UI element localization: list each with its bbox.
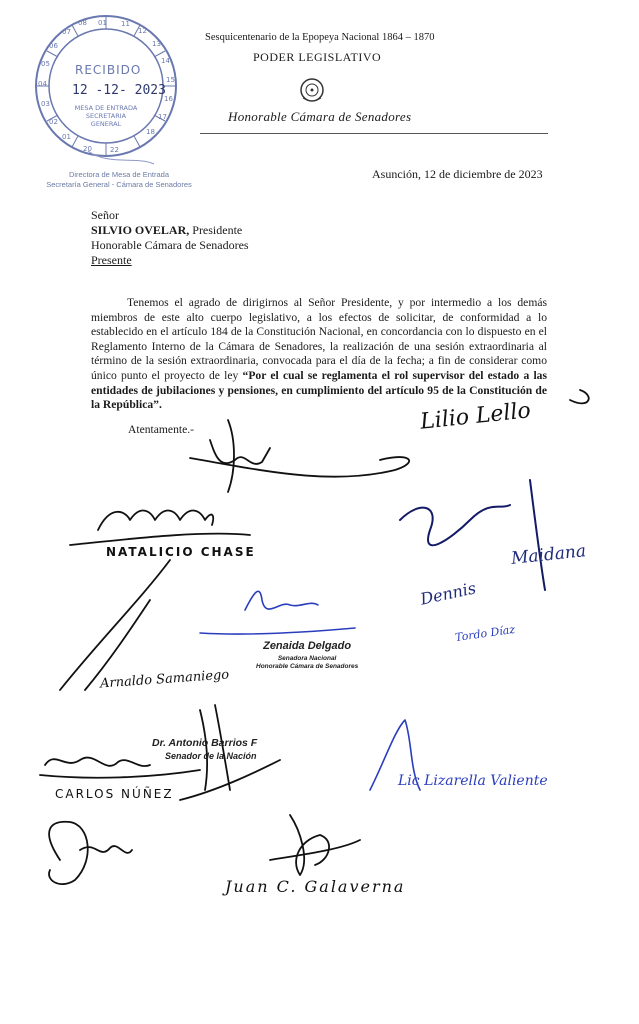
body-text-end: .	[158, 398, 162, 412]
signature-lello-name: Lilio Lello	[418, 398, 532, 435]
svg-text:22: 22	[110, 146, 119, 154]
signature-samaniego-name: Arnaldo Samaniego	[99, 667, 230, 692]
stamp-word: RECIBIDO	[75, 63, 142, 77]
signature-natalicio-name: NATALICIO CHASE	[106, 545, 256, 559]
svg-text:08: 08	[78, 19, 87, 27]
svg-text:02: 02	[49, 118, 58, 126]
svg-text:11: 11	[121, 20, 130, 28]
addressee-present: Presente	[91, 253, 132, 267]
signature-nunez-icon	[45, 758, 150, 766]
reception-stamp-icon	[28, 6, 188, 176]
addressee-block	[91, 208, 249, 268]
svg-text:04: 04	[38, 80, 47, 88]
signature-zenaida-icon	[245, 591, 318, 610]
signature-scribble-icon	[210, 440, 270, 464]
stamp-caption-line1: Directora de Mesa de Entrada	[68, 170, 170, 179]
stamp-caption-line2: Secretaría General - Cámara de Senadores	[46, 180, 192, 189]
body-text-plain: Tenemos el agrado de dirigirnos al Señor Presidente, y por intermedio a los demás miembros de este alto cuerpo legislativo, a los efectos de solicitar, de conformidad a lo establecido en el artículo 184 de la Constitución Nacional, en concordancia con lo dispuesto en el Reglamento Interno de la Cámara de Senadores, la realización de una sesión extraordinaria al término de la sesión extraordinaria, convocada para el día de la fecha; a fin de considerar como único punto el proyecto de ley	[91, 296, 547, 382]
signature-valiente-name: Lic Lizarella Valiente	[398, 773, 548, 789]
signature-dennis-name: Dennis	[418, 578, 478, 609]
stamp-caption	[44, 170, 194, 190]
addressee-institution: Honorable Cámara de Senadores	[91, 238, 249, 252]
signature-galaverna-icon	[270, 815, 360, 875]
addressee-name: SILVIO OVELAR,	[91, 223, 190, 237]
stamp-office-line3: GENERAL	[90, 120, 122, 128]
header-subtitle: Sesquicentenario de la Epopeya Nacional 1864 – 1870	[205, 32, 435, 43]
svg-text:20: 20	[83, 145, 92, 153]
signature-maidana-icon	[400, 505, 510, 545]
body-text-bold: “Por el cual se reglamenta el rol supervisor del estado a las entidades de jubilaciones y pensiones, en cumplimiento del artículo 95 de la Constitución de la República”	[91, 368, 547, 412]
stamp-date: 12 -12- 2023	[72, 83, 166, 98]
signature-barrios-block	[152, 733, 257, 761]
signature-sweep-icon	[190, 457, 409, 477]
svg-text:01: 01	[98, 19, 107, 27]
salutation: Señor	[91, 208, 119, 222]
svg-text:12: 12	[138, 27, 147, 35]
signature-diaz-name: Tordo Díaz	[454, 622, 516, 645]
svg-text:13: 13	[152, 40, 161, 48]
signature-natalicio-icon	[98, 511, 213, 530]
signature-barrios-title: Senador de la Nación	[165, 751, 257, 761]
svg-text:14: 14	[161, 57, 170, 65]
closing: Atentamente.-	[128, 423, 194, 436]
header-divider	[200, 133, 548, 134]
date-line: Asunción, 12 de diciembre de 2023	[372, 167, 543, 181]
addressee-role: Presidente	[189, 223, 243, 237]
signature-zenaida-org: Honorable Cámara de Senadores	[256, 663, 359, 670]
svg-text:01: 01	[62, 133, 71, 141]
svg-text:07: 07	[62, 28, 71, 36]
signature-zenaida-name: Zenaida Delgado	[263, 640, 352, 652]
svg-text:05: 05	[41, 60, 50, 68]
signature-barrios-name: Dr. Antonio Barrios F	[152, 737, 258, 749]
svg-text:18: 18	[146, 128, 155, 136]
addressee-line	[91, 223, 249, 238]
svg-text:15: 15	[166, 76, 175, 84]
stamp-office-line2: SECRETARIA	[85, 112, 127, 120]
svg-text:06: 06	[49, 42, 58, 50]
stamp-office-line1: MESA DE ENTRADA	[74, 104, 138, 112]
svg-text:03: 03	[41, 100, 50, 108]
signature-round-icon	[49, 822, 132, 884]
signature-nunez-name: CARLOS NÚÑEZ	[55, 787, 174, 801]
signature-zenaida-block	[256, 636, 358, 670]
signature-galaverna-name: Juan C. Galaverna	[225, 877, 406, 896]
header-institution: PODER LEGISLATIVO	[253, 50, 382, 64]
svg-text:16: 16	[164, 95, 173, 103]
signature-zenaida-title: Senadora Nacional	[277, 655, 337, 662]
coat-of-arms-icon	[297, 76, 327, 104]
header-chamber: Honorable Cámara de Senadores	[228, 109, 412, 124]
letter-body	[91, 296, 547, 413]
svg-text:17: 17	[158, 113, 167, 121]
signature-maidana-name: Maidana	[510, 541, 587, 569]
